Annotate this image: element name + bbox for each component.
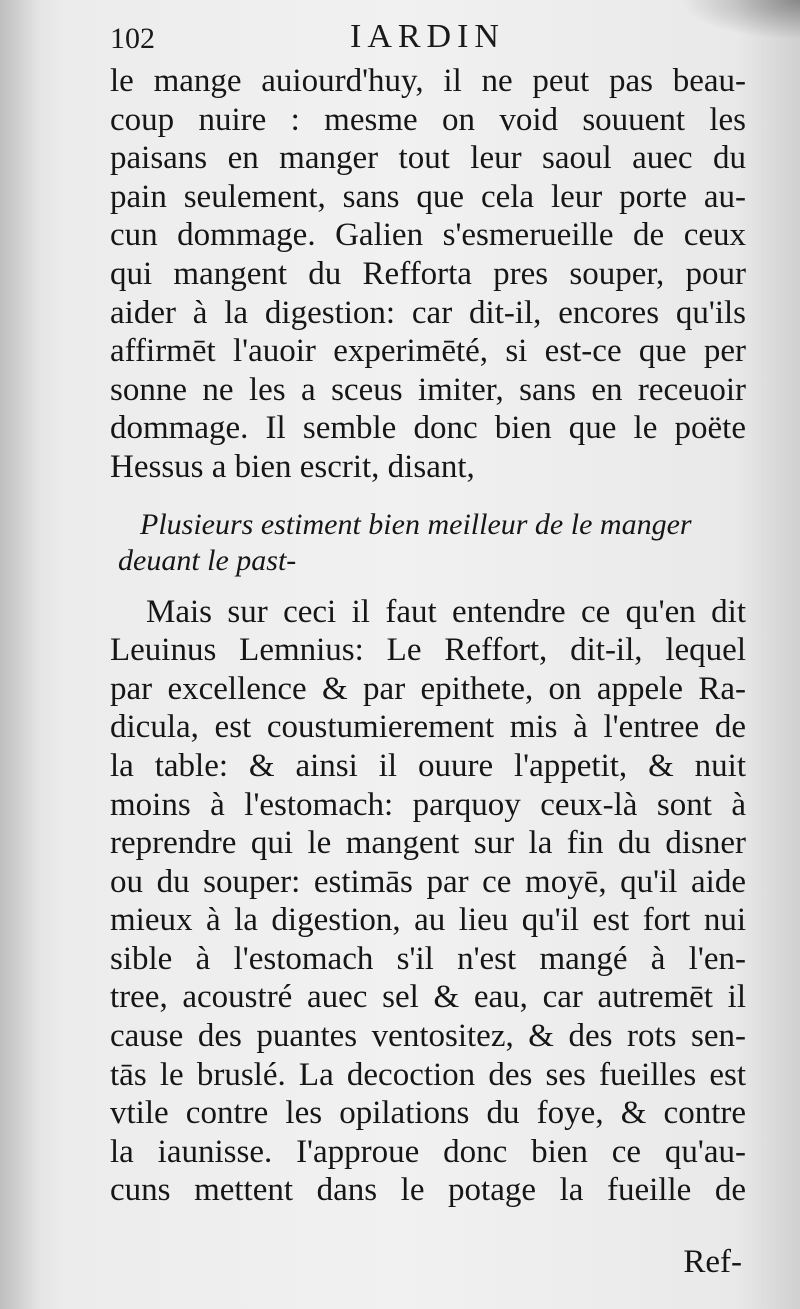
text-line: coup nuire : mesme on void souuent les: [110, 101, 746, 138]
text-line: ou du souper: estimās par ce moyē, qu'il aide: [110, 863, 746, 900]
text-line: cause des puantes ventositez, & des rots sen-: [110, 1018, 746, 1055]
text-line: la table: & ainsi il ouure l'appetit, & nuit: [110, 747, 746, 784]
text-line: Hessus a bien escrit, disant,: [110, 448, 475, 485]
page-header: [110, 14, 750, 54]
text-line: Leuinus Lemnius: Le Reffort, dit-il, lequel: [110, 632, 746, 669]
text-line: Mais sur ceci il faut entendre ce qu'en dit: [146, 593, 746, 630]
running-head: IARDIN: [350, 18, 505, 55]
verse-quote: [110, 507, 746, 579]
text-line: pain seulement, sans que cela leur porte au-: [110, 178, 746, 215]
text-line: qui mangent du Refforta pres souper, pour: [110, 255, 746, 292]
quote-line: Plusieurs estiment bien meilleur de le manger: [140, 507, 692, 541]
text-line: tās le bruslé. La decoction des ses fueilles est: [110, 1056, 746, 1093]
page-body: [110, 62, 746, 1210]
text-line: cuns mettent dans le potage la fueille de: [110, 1172, 746, 1209]
catchword: Ref-: [683, 1244, 742, 1280]
page-number: 102: [110, 22, 155, 55]
text-line: tree, acoustré auec sel & eau, car autremēt il: [110, 979, 746, 1016]
text-line: par excellence & par epithete, on appele Ra-: [110, 670, 746, 707]
text-line: la iaunisse. I'approue donc bien ce qu'au-: [110, 1133, 746, 1170]
text-line: sonne ne les a sceus imiter, sans en receuoir: [110, 371, 746, 408]
gutter-shadow: [0, 0, 40, 1309]
quote-line: deuant le past-: [118, 543, 297, 577]
paragraph-2: [110, 593, 746, 1211]
text-line: dicula, est coustumierement mis à l'entree de: [110, 709, 746, 746]
text-line: sible à l'estomach s'il n'est mangé à l'en-: [110, 940, 746, 977]
text-line: aider à la digestion: car dit-il, encores qu'ils: [110, 294, 746, 331]
text-line: reprendre qui le mangent sur la fin du disner: [110, 825, 746, 862]
text-line: dommage. Il semble donc bien que le poëte: [110, 410, 746, 447]
paragraph-1: [110, 62, 746, 487]
spacer: [110, 579, 746, 593]
text-line: mieux à la digestion, au lieu qu'il est fort nui: [110, 902, 746, 939]
text-line: moins à l'estomach: parquoy ceux-là sont à: [110, 786, 746, 823]
text-line: cun dommage. Galien s'esmerueille de ceux: [110, 217, 746, 254]
text-line: le mange auiourd'huy, il ne peut pas beau-: [110, 63, 746, 99]
spacer: [110, 487, 746, 507]
text-line: affirmēt l'auoir experimēté, si est-ce que per: [110, 333, 746, 370]
text-line: vtile contre les opilations du foye, & contre: [110, 1095, 746, 1132]
text-line: paisans en manger tout leur saoul auec du: [110, 140, 746, 177]
